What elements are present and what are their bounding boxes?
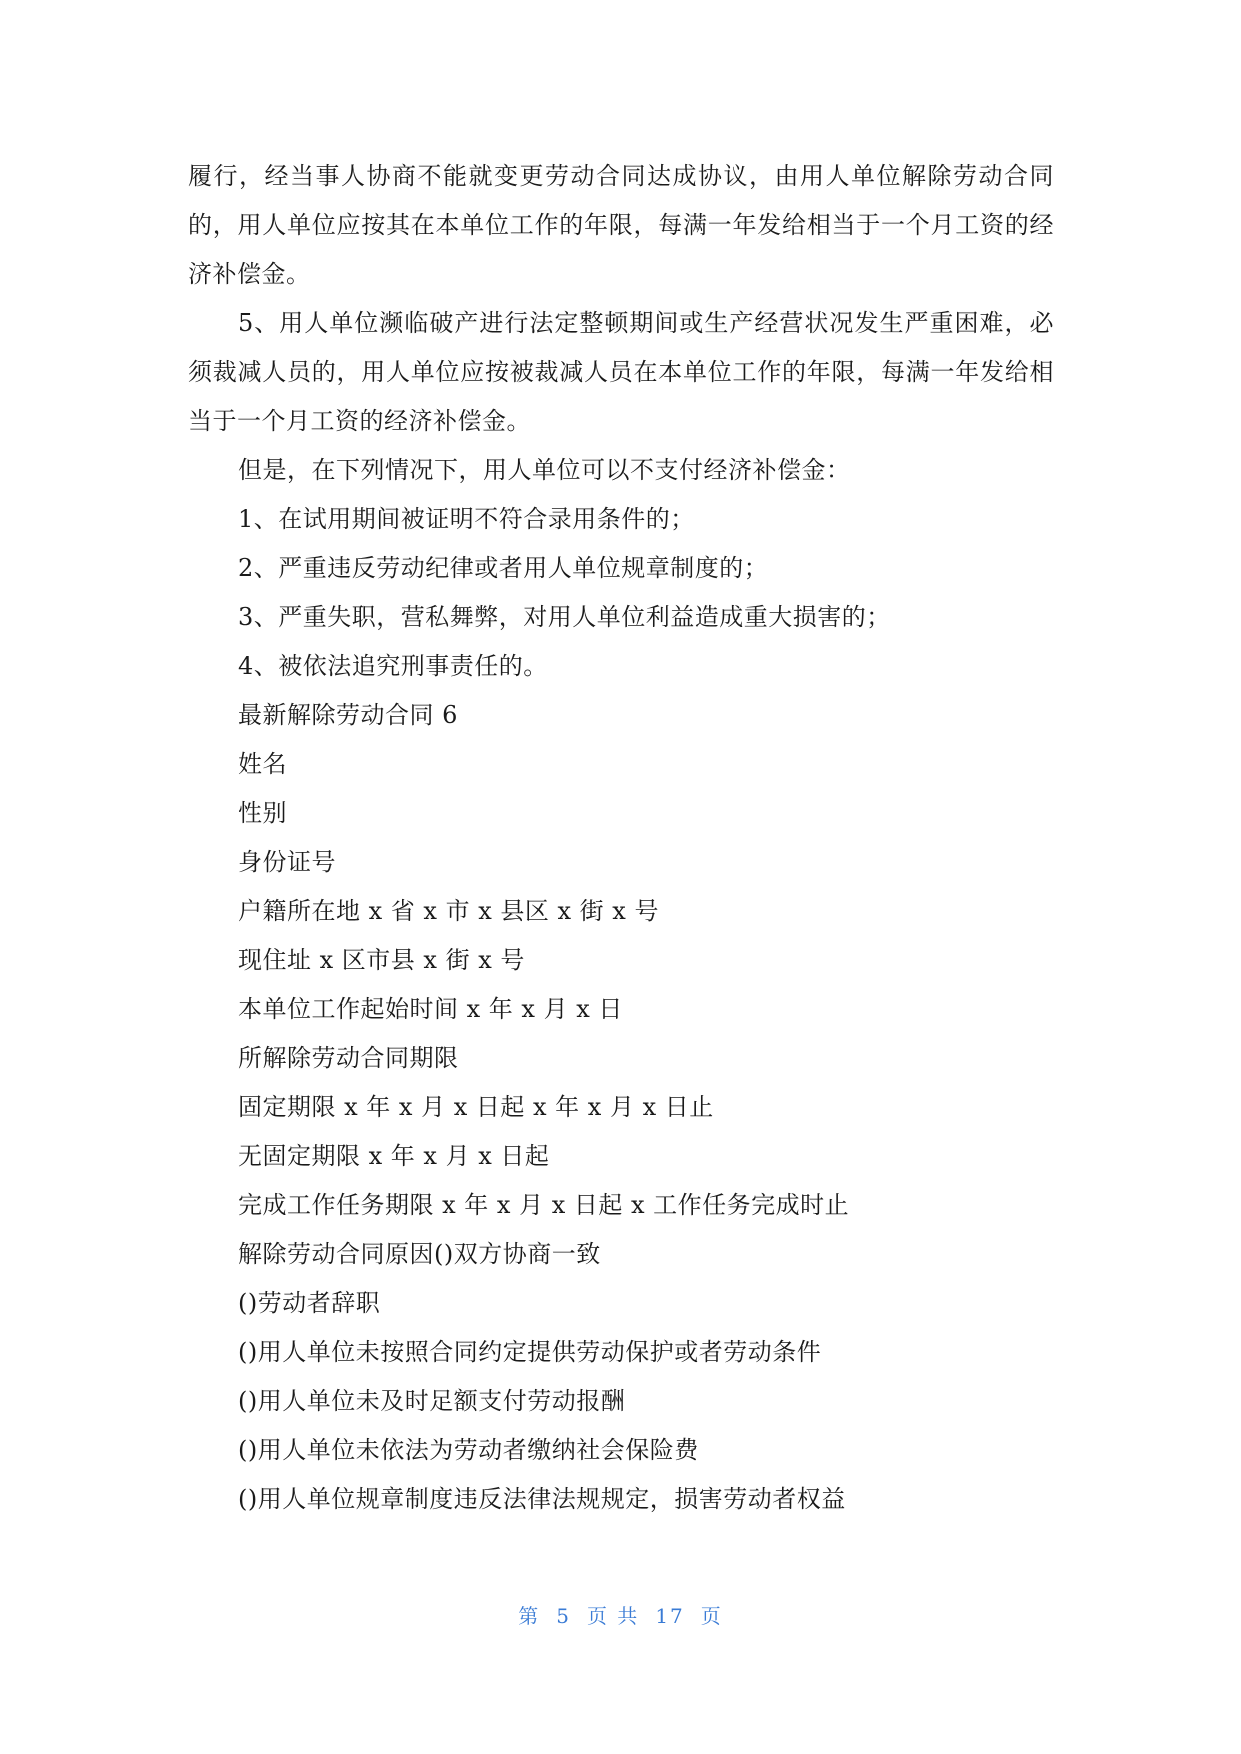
form-option-task-term: 完成工作任务期限 x 年 x 月 x 日起 x 工作任务完成时止	[238, 1191, 850, 1219]
reason-option: ()劳动者辞职	[238, 1289, 381, 1317]
footer-total-pages: 17	[655, 1604, 685, 1628]
reason-option: ()用人单位规章制度违反法律法规规定，损害劳动者权益	[238, 1485, 846, 1513]
form-field-contract-term: 所解除劳动合同期限	[238, 1044, 459, 1072]
form-option-open-term: 无固定期限 x 年 x 月 x 日起	[238, 1142, 550, 1170]
section-title: 最新解除劳动合同 6	[238, 701, 458, 729]
reason-option: ()用人单位未及时足额支付劳动报酬	[238, 1387, 626, 1415]
footer-middle: 页 共	[586, 1604, 640, 1628]
footer-suffix: 页	[700, 1604, 723, 1628]
reason-option: ()用人单位未按照合同约定提供劳动保护或者劳动条件	[238, 1338, 822, 1366]
document-body	[188, 152, 1054, 1524]
footer-current-page: 5	[556, 1604, 571, 1628]
list-item: 4、被依法追究刑事责任的。	[238, 652, 548, 680]
footer-prefix: 第	[518, 1604, 541, 1628]
form-field-id-number: 身份证号	[238, 848, 336, 876]
reason-option: ()用人单位未依法为劳动者缴纳社会保险费	[238, 1436, 699, 1464]
form-option-fixed-term: 固定期限 x 年 x 月 x 日起 x 年 x 月 x 日止	[238, 1093, 714, 1121]
text-line: 但是，在下列情况下，用人单位可以不支付经济补偿金：	[238, 456, 851, 484]
list-item: 3、严重失职，营私舞弊，对用人单位利益造成重大损害的；	[238, 603, 891, 631]
form-field-gender: 性别	[238, 799, 287, 827]
form-field-termination-reason: 解除劳动合同原因()双方协商一致	[238, 1240, 601, 1268]
form-field-current-address: 现住址 x 区市县 x 街 x 号	[238, 946, 525, 974]
form-field-start-date: 本单位工作起始时间 x 年 x 月 x 日	[238, 995, 623, 1023]
page-footer	[0, 1600, 1241, 1629]
form-field-name: 姓名	[238, 750, 287, 778]
paragraph-item-5: 5、用人单位濒临破产进行法定整顿期间或生产经营状况发生严重困难，必须裁减人员的，用人单位应按被裁减人员在本单位工作的年限，每满一年发给相当于一个月工资的经济补偿金。	[188, 309, 1054, 435]
form-field-household-address: 户籍所在地 x 省 x 市 x 县区 x 街 x 号	[238, 897, 659, 925]
list-item: 2、严重违反劳动纪律或者用人单位规章制度的；	[238, 554, 769, 582]
list-item: 1、在试用期间被证明不符合录用条件的；	[238, 505, 695, 533]
paragraph-continuation: 履行，经当事人协商不能就变更劳动合同达成协议，由用人单位解除劳动合同的，用人单位应按其在本单位工作的年限，每满一年发给相当于一个月工资的经济补偿金。	[188, 162, 1054, 288]
